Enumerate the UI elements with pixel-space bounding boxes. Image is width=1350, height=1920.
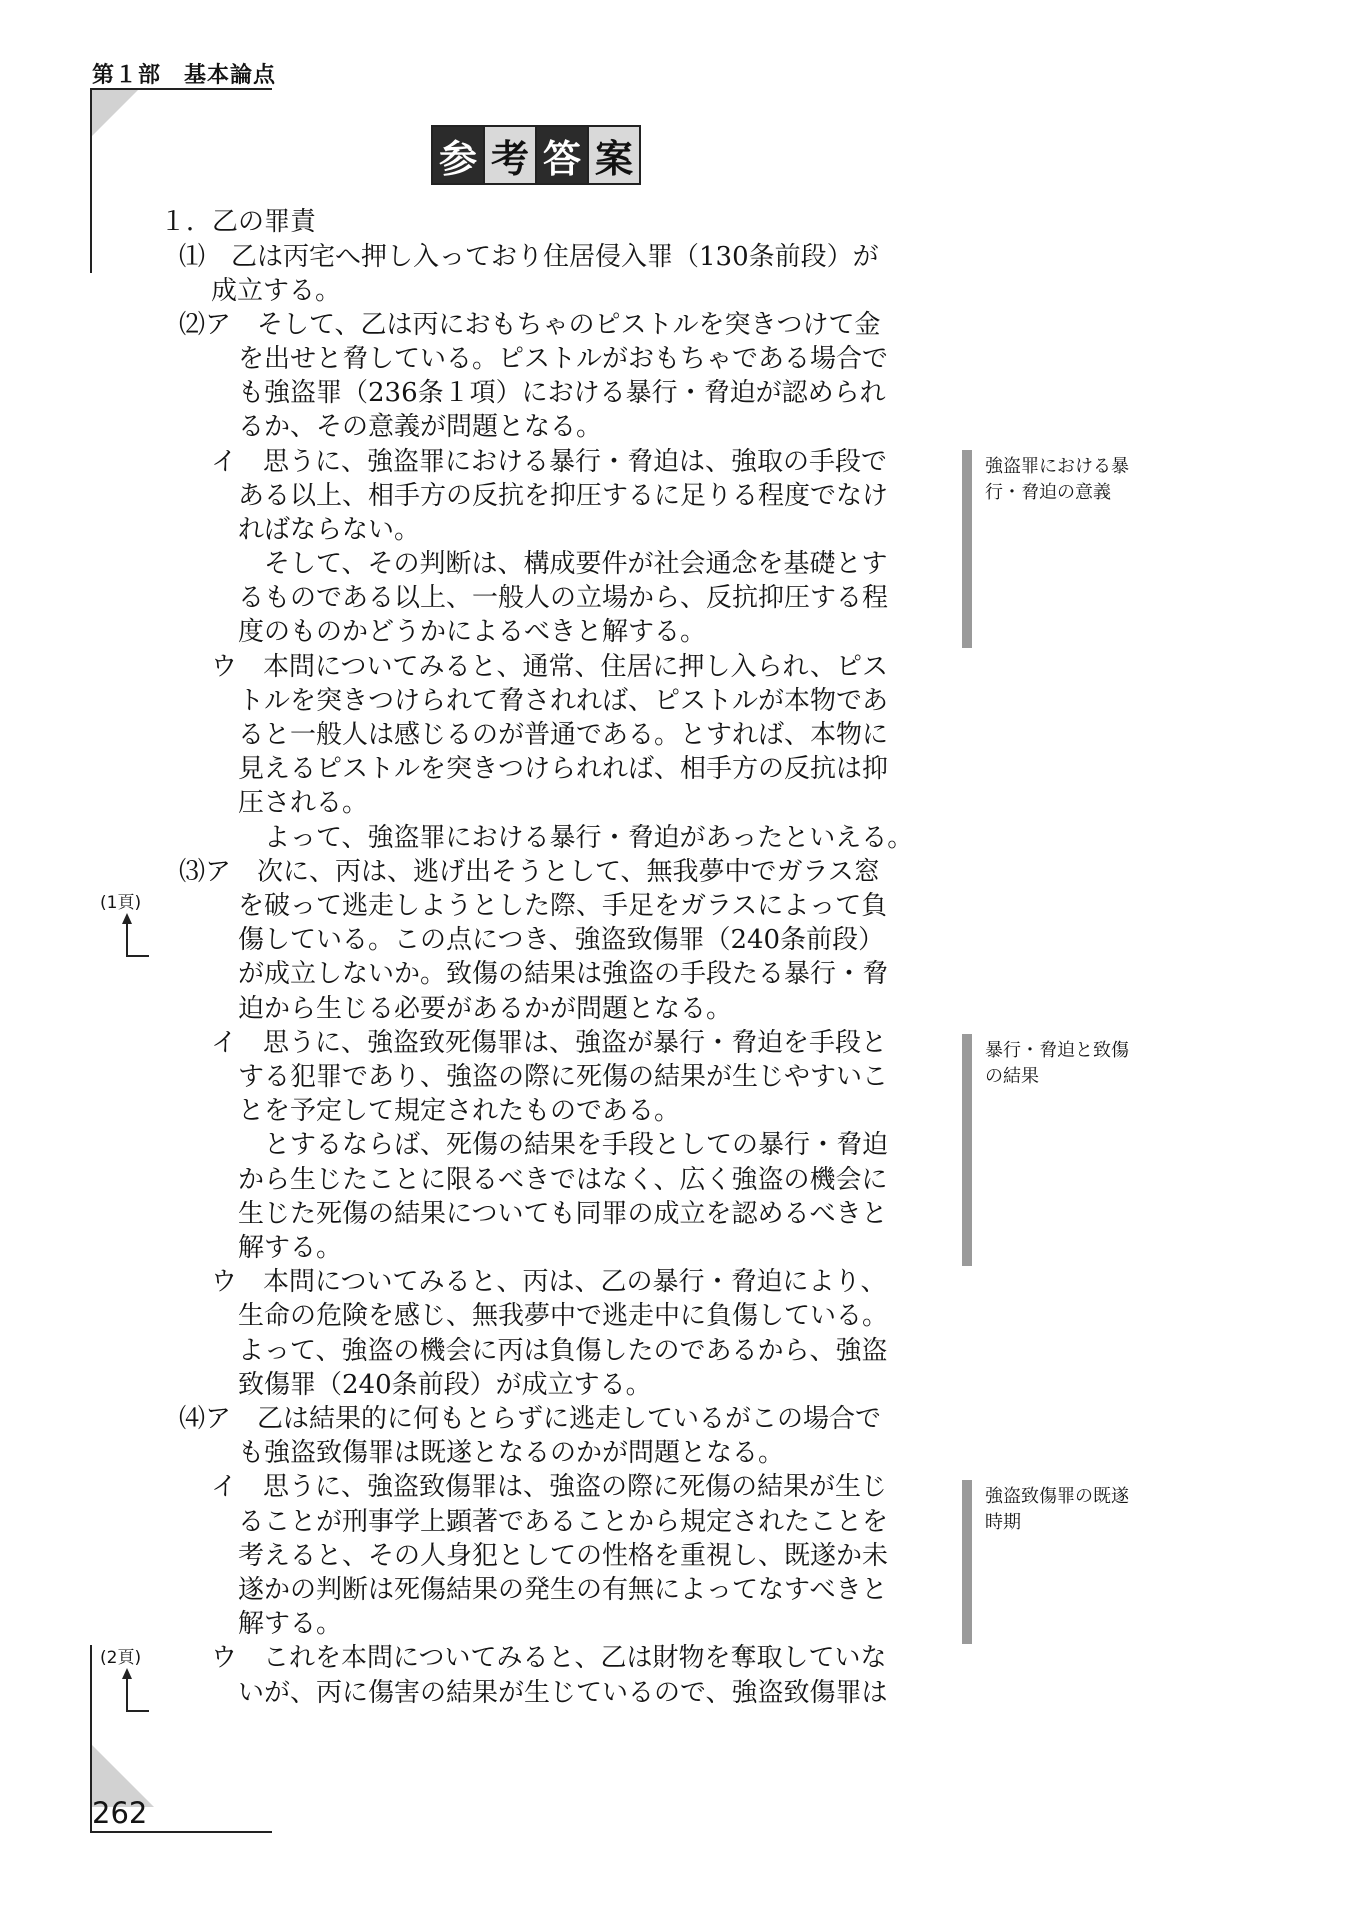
text-line: ウ 本問についてみると、丙は、乙の暴行・脅迫により、: [211, 1267, 887, 1297]
text-line: 解する。: [238, 1233, 343, 1263]
text-line: 成立する。: [211, 276, 342, 306]
margin-note-line: 行・脅迫の意義: [985, 482, 1111, 503]
up-arrow-icon: [117, 910, 157, 960]
text-line: 生命の危険を感じ、無我夢中で逃走中に負傷している。: [238, 1301, 889, 1331]
text-line: よって、強盗罪における暴行・脅迫があったといえる。: [264, 823, 914, 853]
text-line: 遂かの判断は死傷結果の発生の有無によってなすべきと: [238, 1575, 888, 1605]
text-line: ⑷ア 乙は結果的に何もとらずに逃走しているがこの場合で: [179, 1404, 882, 1434]
text-line: 考えると、その人身犯としての性格を重視し、既遂か未: [238, 1541, 889, 1571]
text-line: るものである以上、一般人の立場から、反抗抑圧する程: [238, 583, 889, 613]
text-line: るか、その意義が問題となる。: [238, 412, 603, 442]
text-line: 迫から生じる必要があるかが問題となる。: [238, 994, 733, 1024]
text-line: を破って逃走しようとした際、手足をガラスによって負: [238, 891, 888, 921]
text-line: が成立しないか。致傷の結果は強盗の手段たる暴行・脅: [238, 959, 889, 989]
text-line: ウ 本問についてみると、通常、住居に押し入られ、ピス: [211, 652, 889, 682]
text-line: も強盗罪（236条１項）における暴行・脅迫が認められ: [238, 378, 886, 408]
margin-bar: [962, 1034, 972, 1266]
page-reference: [100, 1643, 160, 1717]
margin-note-line: 強盗罪における暴: [985, 456, 1129, 477]
top-corner-triangle: [92, 90, 138, 136]
text-line: トルを突きつけられて脅されれば、ピストルが本物であ: [238, 686, 889, 716]
text-line: ⑶ア 次に、丙は、逃げ出そうとして、無我夢中でガラス窓: [179, 857, 880, 887]
margin-note-line: 時期: [985, 1512, 1021, 1533]
text-line: ある以上、相手方の反抗を抑圧するに足りる程度でなけ: [238, 481, 889, 511]
title-char: 案: [587, 125, 641, 185]
title-char: 参: [431, 125, 485, 185]
margin-note: [985, 454, 1129, 506]
text-line: よって、強盗の機会に丙は負傷したのであるから、強盗: [238, 1336, 888, 1366]
text-line: 度のものかどうかによるべきと解する。: [238, 617, 707, 647]
text-line: ⑴ 乙は丙宅へ押し入っており住居侵入罪（130条前段）が: [179, 242, 879, 272]
margin-note-line: 強盗致傷罪の既遂: [985, 1486, 1129, 1507]
text-line: イ 思うに、強盗致死傷罪は、強盗が暴行・脅迫を手段と: [211, 1028, 888, 1058]
text-line: イ 思うに、強盗致傷罪は、強盗の際に死傷の結果が生じ: [211, 1472, 888, 1502]
footer-rule: [90, 1831, 272, 1833]
text-line: いが、丙に傷害の結果が生じているので、強盗致傷罪は: [238, 1678, 888, 1708]
title-char: 考: [483, 125, 537, 185]
text-line: そして、その判断は、構成要件が社会通念を基礎とす: [264, 549, 888, 579]
margin-note: [985, 1038, 1129, 1090]
text-line: 見えるピストルを突きつけられれば、相手方の反抗は抑: [238, 754, 889, 784]
running-header: 第１部 基本論点: [92, 63, 277, 88]
margin-bar: [962, 1480, 972, 1644]
text-line: 致傷罪（240条前段）が成立する。: [238, 1370, 652, 1400]
text-line: ることが刑事学上顕著であることから規定されたことを: [238, 1507, 889, 1537]
text-line: 圧される。: [238, 788, 369, 818]
margin-note-line: 暴行・脅迫と致傷: [985, 1040, 1129, 1061]
text-line: ればならない。: [238, 515, 421, 545]
text-line: １．乙の罪責: [160, 207, 317, 237]
text-line: を出せと脅している。ピストルがおもちゃである場合で: [238, 344, 889, 374]
page-number: 262: [92, 1796, 148, 1830]
page-reference-label: (2頁): [100, 1648, 142, 1668]
text-line: ⑵ア そして、乙は丙におもちゃのピストルを突きつけて金: [179, 310, 881, 340]
text-line: ウ これを本問についてみると、乙は財物を奪取していな: [211, 1643, 887, 1673]
text-line: ると一般人は感じるのが普通である。とすれば、本物に: [238, 720, 889, 750]
margin-note-line: の結果: [985, 1066, 1039, 1087]
text-line: イ 思うに、強盗罪における暴行・脅迫は、強取の手段で: [211, 447, 888, 477]
text-line: とするならば、死傷の結果を手段としての暴行・脅迫: [264, 1130, 889, 1160]
up-arrow-icon: [117, 1665, 157, 1715]
text-line: も強盗致傷罪は既遂となるのかが問題となる。: [238, 1438, 785, 1468]
text-line: 生じた死傷の結果についても同罪の成立を認めるべきと: [238, 1199, 888, 1229]
title-char: 答: [535, 125, 589, 185]
text-line: とを予定して規定されたものである。: [238, 1096, 681, 1126]
text-line: する犯罪であり、強盗の際に死傷の結果が生じやすいこ: [238, 1062, 889, 1092]
page-reference: [100, 888, 160, 962]
text-line: から生じたことに限るべきではなく、広く強盗の機会に: [238, 1165, 888, 1195]
page-reference-label: (1頁): [100, 893, 142, 913]
margin-note: [985, 1484, 1129, 1536]
margin-bar: [962, 450, 972, 648]
text-line: 解する。: [238, 1609, 343, 1639]
text-line: 傷している。この点につき、強盗致傷罪（240条前段）: [238, 925, 885, 955]
section-title: [431, 125, 639, 181]
